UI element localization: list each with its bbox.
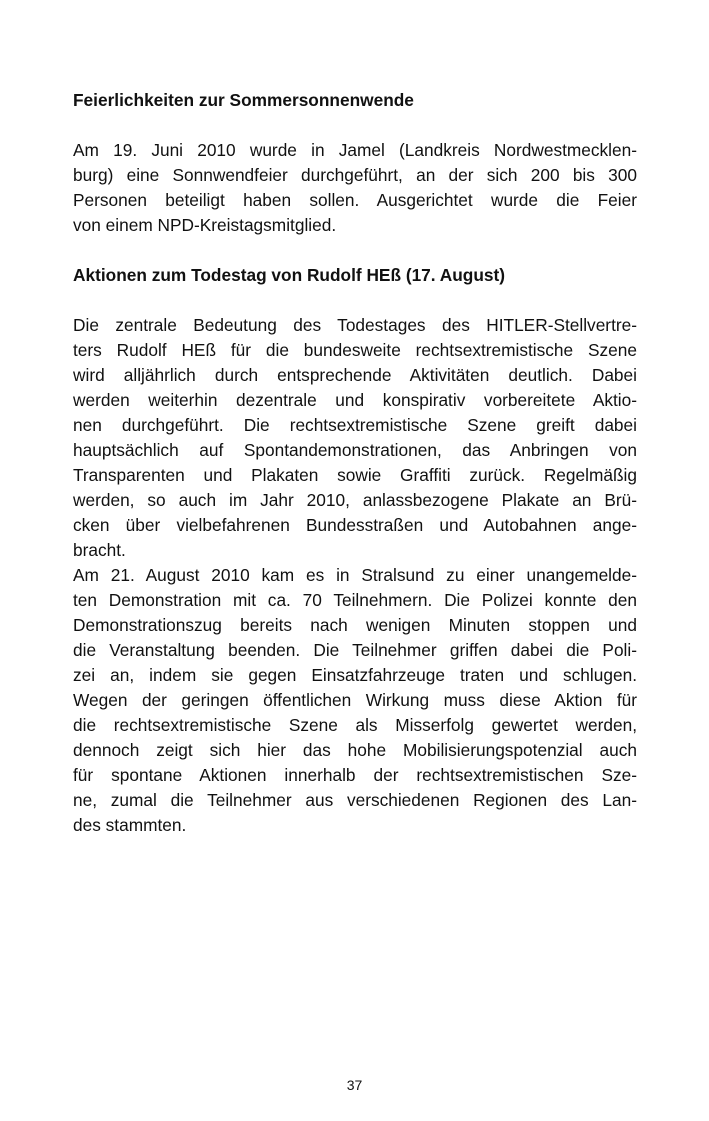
text-line: von einem NPD-Kreistagsmitglied. <box>73 215 337 235</box>
text-line: werden, so auch im Jahr 2010, anlassbezogene Plakate an Brü- <box>73 490 637 510</box>
text-line: Demonstrationszug bereits nach wenigen Minuten stoppen und <box>73 615 637 635</box>
text-line: burg) eine Sonnwendfeier durchgeführt, an der sich 200 bis 300 <box>73 165 637 185</box>
section-heading-sommersonnenwende: Feierlichkeiten zur Sommersonnenwende <box>73 90 414 110</box>
text-line: die Veranstaltung beenden. Die Teilnehmer griffen dabei die Poli- <box>73 640 637 660</box>
page-number: 37 <box>346 1077 363 1093</box>
text-line: für spontane Aktionen innerhalb der rechtsextremistischen Sze- <box>73 765 637 785</box>
text-line: die rechtsextremistische Szene als Misserfolg gewertet werden, <box>73 715 637 735</box>
text-line: nen durchgeführt. Die rechtsextremistische Szene greift dabei <box>73 415 637 435</box>
text-line: Transparenten und Plakaten sowie Graffiti zurück. Regelmäßig <box>73 465 637 485</box>
page-content <box>73 88 637 838</box>
section-heading-hess-todestag: Aktionen zum Todestag von Rudolf HEß (17. August) <box>73 265 506 285</box>
text-line: Die zentrale Bedeutung des Todestages des HITLER-Stellvertre- <box>73 315 637 335</box>
paragraph-sommersonnenwende <box>73 138 637 238</box>
paragraph-hess-bedeutung <box>73 313 637 563</box>
text-line: cken über vielbefahrenen Bundesstraßen und Autobahnen ange- <box>73 515 637 535</box>
text-line: zei an, indem sie gegen Einsatzfahrzeuge traten und schlugen. <box>73 665 637 685</box>
text-line: wird alljährlich durch entsprechende Aktivitäten deutlich. Dabei <box>73 365 637 385</box>
text-line: ten Demonstration mit ca. 70 Teilnehmern. Die Polizei konnte den <box>73 590 637 610</box>
text-line: Am 21. August 2010 kam es in Stralsund zu einer unangemelde- <box>73 565 637 585</box>
text-line: hauptsächlich auf Spontandemonstrationen, das Anbringen von <box>73 440 637 460</box>
text-line: des stammten. <box>73 815 187 835</box>
text-line: Wegen der geringen öffentlichen Wirkung muss diese Aktion für <box>73 690 637 710</box>
text-line: ne, zumal die Teilnehmer aus verschiedenen Regionen des Lan- <box>73 790 637 810</box>
paragraph-stralsund <box>73 563 637 838</box>
text-line: werden weiterhin dezentrale und konspirativ vorbereitete Aktio- <box>73 390 637 410</box>
text-line: Am 19. Juni 2010 wurde in Jamel (Landkreis Nordwestmecklen- <box>73 140 637 160</box>
text-line: bracht. <box>73 540 126 560</box>
text-line: ters Rudolf HEß für die bundesweite rechtsextremistische Szene <box>73 340 637 360</box>
text-line: Personen beteiligt haben sollen. Ausgerichtet wurde die Feier <box>73 190 637 210</box>
text-line: dennoch zeigt sich hier das hohe Mobilisierungspotenzial auch <box>73 740 637 760</box>
